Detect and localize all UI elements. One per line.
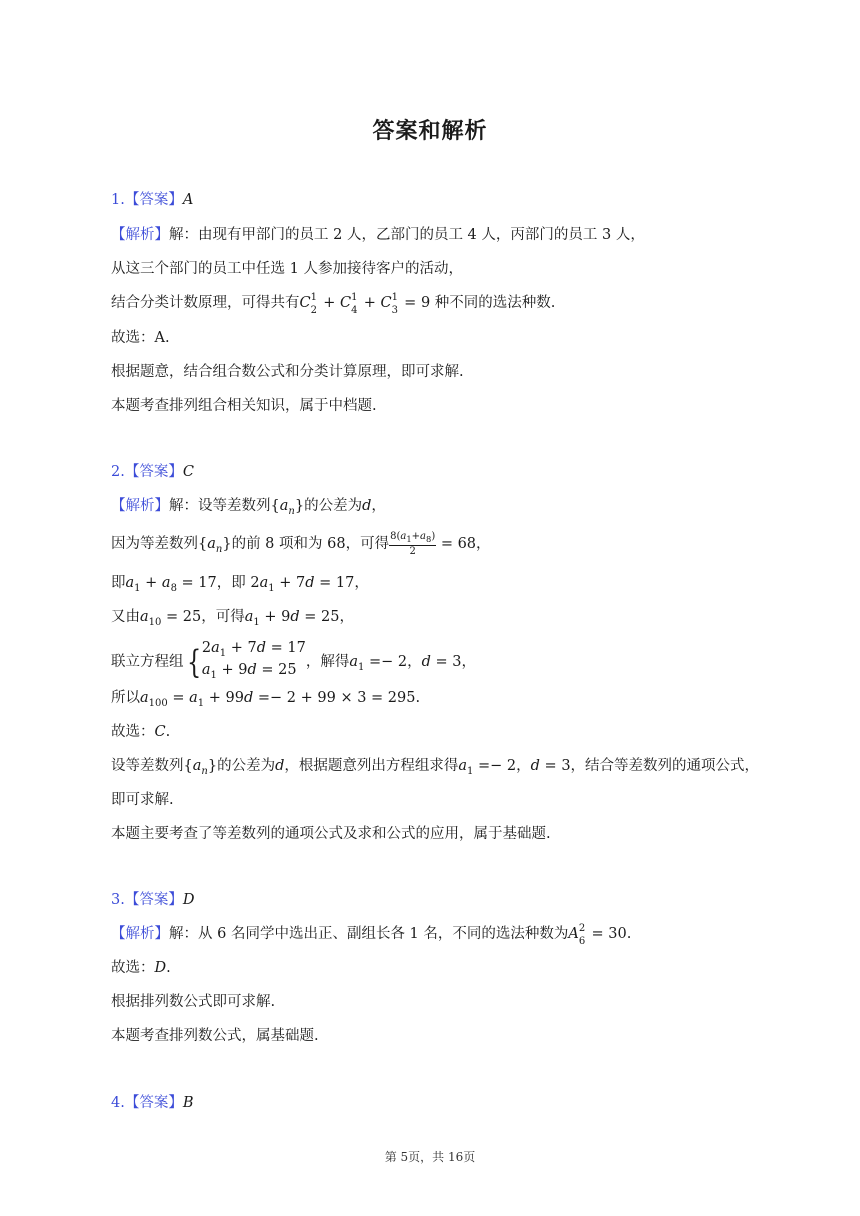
q2-analysis-line-5: 联立方程组{$2a_1 + 7d = 17$ $a_1 + 9d = 25$ ，解得$a_1 =- 2$，d = 3， (111, 640, 476, 685)
q2-analysis-line-6: 所以$a_{100} = a_1 + 99d =- 2 + 99 \times 3 = 295$. (111, 690, 421, 709)
q3-analysis-line-4: 本题考查排列数公式，属基础题. (111, 1028, 319, 1044)
q2-answer: C (182, 464, 194, 480)
q2-analysis-line-2: 因为等差数列$\{a_n\}$的前 8 项和为 68，可得 $\frac{8(a_1+a_8)}{2}$ = 68， (111, 531, 491, 557)
q4-answer-line: 4.【答案】B (111, 1095, 194, 1111)
q2-number: 2. (111, 464, 125, 480)
q3-answer-line: 3.【答案】D (111, 892, 195, 908)
q1-answer: A (182, 192, 194, 208)
q1-analysis-line-1: 【解析】解：由现有甲部门的员工 2 人，乙部门的员工 4 人，丙部门的员工 3 人， (111, 227, 645, 243)
q4-number: 4. (111, 1095, 125, 1111)
q1-number: 1. (111, 192, 125, 208)
q1-analysis-line-2: 从这三个部门的员工中任选 1 人参加接待客户的活动， (111, 261, 463, 277)
q2-analysis-line-3: 即$a_1 + a_8 = 17$，即 $2a_1 + 7d = 17$， (111, 575, 369, 594)
q2-analysis-line-1: 【解析】解：设等差数列$\{a_n\}$的公差为d， (111, 498, 386, 517)
q3-analysis-line-3: 根据排列数公式即可求解. (111, 994, 276, 1010)
page-footer: 第 5页，共 16页 (384, 1150, 476, 1164)
q2-analysis-line-9: 即可求解. (111, 792, 174, 808)
page-title: 答案和解析 (372, 118, 488, 144)
q3-analysis-line-1: 【解析】解：从 6 名同学中选出正、副组长各 1 名，不同的选法种数为A 2 6 = 30. (111, 923, 632, 947)
analysis-label: 【解析】 (111, 227, 169, 243)
q1-analysis-line-3: 结合分类计数原理，可得共有C 1 2 + C 1 4 + C 1 3 = 9 种不同的选法种数. (111, 292, 556, 316)
q3-number: 3. (111, 892, 125, 908)
q2-analysis-line-7: 故选：C. (111, 724, 171, 740)
q1-analysis-line-4: 故选：A. (111, 330, 170, 346)
q2-analysis-line-10: 本题主要考查了等差数列的通项公式及求和公式的应用，属于基础题. (111, 826, 551, 842)
q3-answer: D (182, 892, 195, 908)
q3-analysis-line-2: 故选：D. (111, 960, 171, 976)
q1-analysis-line-6: 本题考查排列组合相关知识，属于中档题. (111, 398, 377, 414)
q1-answer-line (111, 190, 193, 210)
q1-formula: C 1 2 + C 1 4 + C 1 3 = 9 (299, 292, 431, 316)
equation-system: $2a_1 + 7d = 17$ $a_1 + 9d = 25$ (201, 640, 306, 681)
fraction: $\frac{8(a_1+a_8)}{2}$ (390, 531, 436, 557)
q1-analysis-line-5: 根据题意，结合组合数公式和分类计算原理，即可求解. (111, 364, 464, 380)
answer-label: 【答案】 (124, 192, 183, 208)
q4-answer: B (182, 1095, 194, 1111)
q2-answer-line: 2.【答案】C (111, 464, 194, 480)
q2-analysis-line-4: 又由$a_{10} = 25$，可得$a_1 + 9d = 25$， (111, 609, 354, 628)
q2-analysis-line-8: 设等差数列$\{a_n\}$的公差为d，根据题意列出方程组求得$a_1 =- 2$，d = 3，结合等差数列的通项公式， (111, 758, 760, 777)
